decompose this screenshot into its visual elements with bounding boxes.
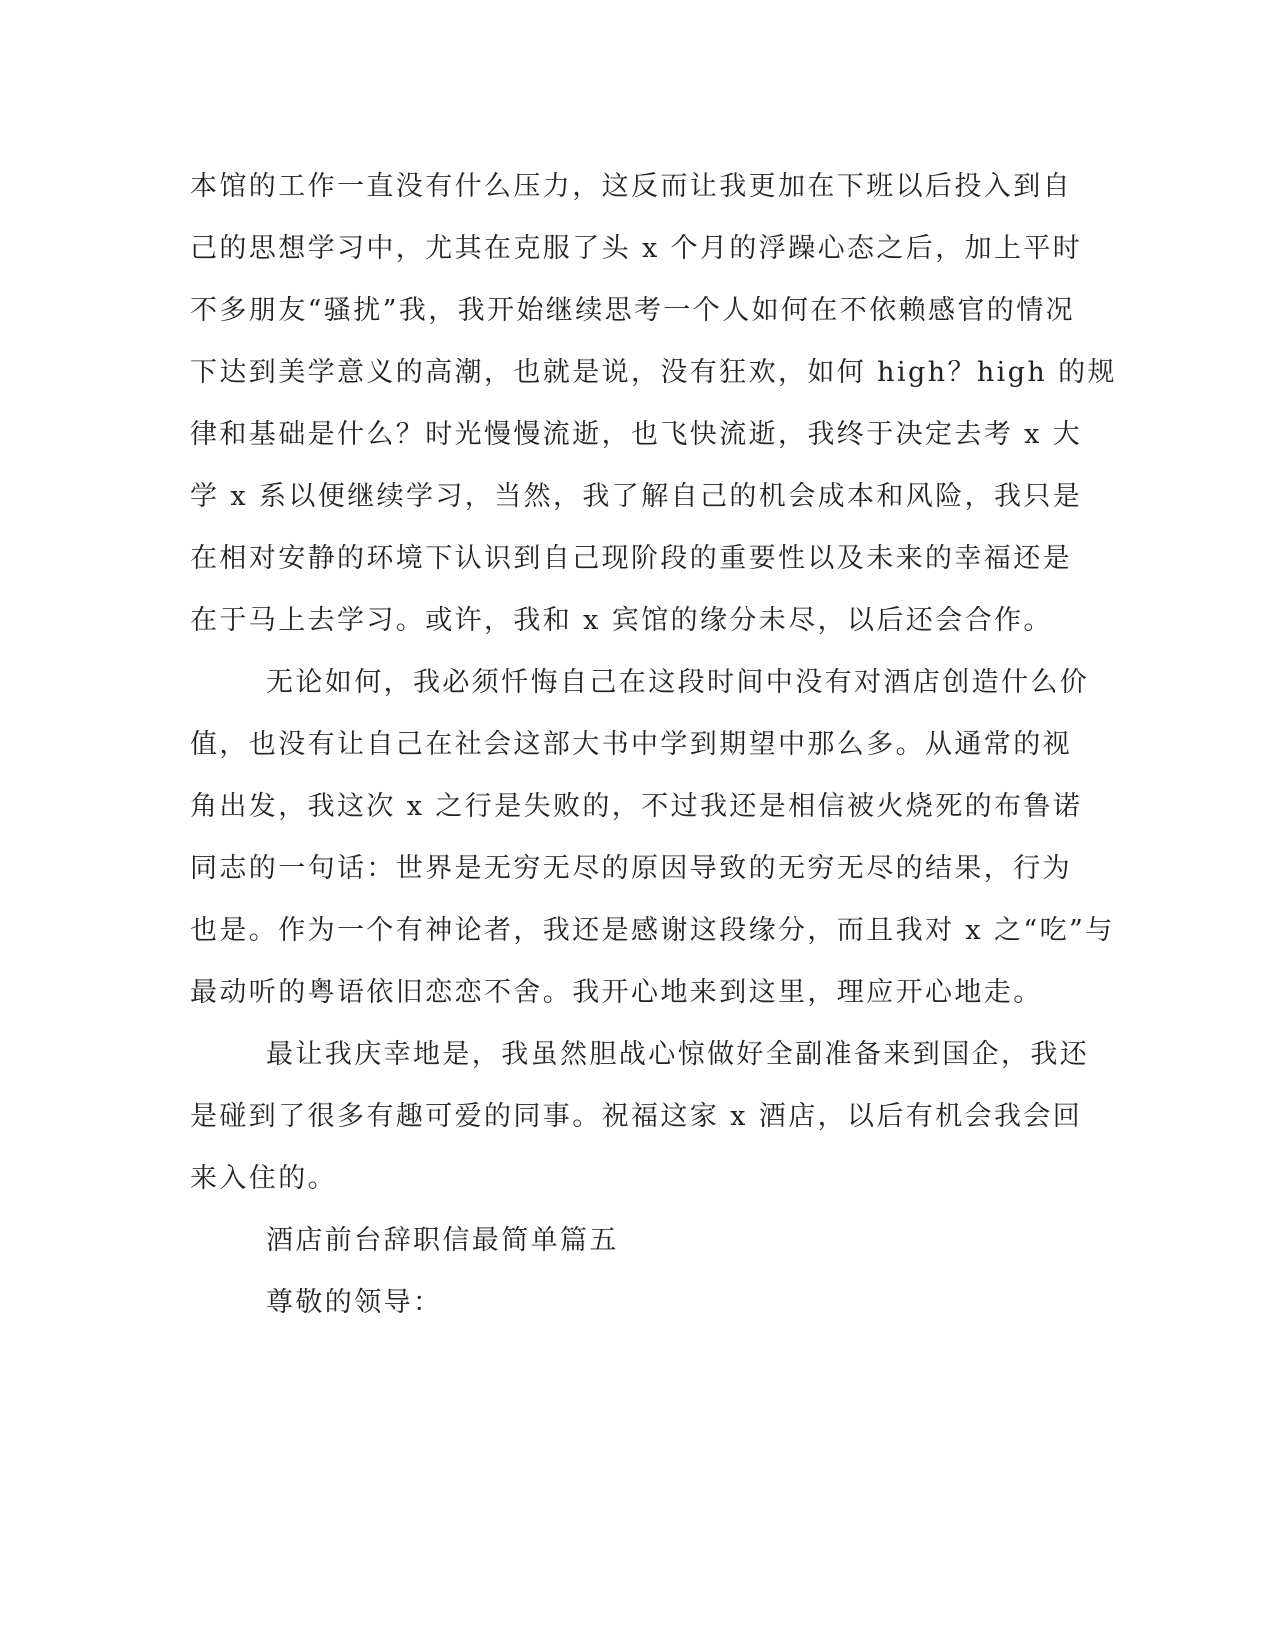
document-body — [190, 156, 1117, 1334]
text-line: 也是。作为一个有神论者，我还是感谢这段缘分，而且我对 x 之“吃”与 — [190, 915, 1115, 946]
text-line: 不多朋友“骚扰”我，我开始继续思考一个人如何在不依赖感官的情况 — [190, 295, 1076, 326]
text-line: 是碰到了很多有趣可爱的同事。祝福这家 x 酒店，以后有机会我会回 — [190, 1101, 1083, 1132]
section-heading — [190, 1210, 1080, 1272]
paragraph-2 — [190, 652, 1115, 1024]
heading-text: 酒店前台辞职信最简单篇五 — [266, 1225, 619, 1256]
paragraph-1 — [190, 156, 1117, 652]
text-line: 同志的一句话：世界是无穷无尽的原因导致的无穷无尽的结果，行为 — [190, 853, 1072, 884]
text-line: 值，也没有让自己在社会这部大书中学到期望中那么多。从通常的视 — [190, 729, 1072, 760]
text-line: 在相对安静的环境下认识到自己现阶段的重要性以及未来的幸福还是 — [190, 543, 1072, 574]
text-line: 己的思想学习中，尤其在克服了头 x 个月的浮躁心态之后，加上平时 — [190, 233, 1083, 264]
salutation-text: 尊敬的领导： — [266, 1287, 443, 1318]
text-line: 学 x 系以便继续学习，当然，我了解自己的机会成本和风险，我只是 — [190, 481, 1083, 512]
salutation — [190, 1272, 1080, 1334]
text-line: 最动听的粤语依旧恋恋不舍。我开心地来到这里，理应开心地走。 — [190, 977, 1043, 1008]
text-line: 律和基础是什么？时光慢慢流逝，也飞快流逝，我终于决定去考 x 大 — [190, 419, 1083, 450]
text-line: 来入住的。 — [190, 1163, 337, 1194]
text-line: 角出发，我这次 x 之行是失败的，不过我还是相信被火烧死的布鲁诺 — [190, 791, 1083, 822]
text-line: 下达到美学意义的高潮，也就是说，没有狂欢，如何 high？high 的规 — [190, 357, 1117, 388]
text-line: 无论如何，我必须忏悔自己在这段时间中没有对酒店创造什么价 — [266, 667, 1090, 698]
paragraph-3 — [190, 1024, 1090, 1210]
text-line: 最让我庆幸地是，我虽然胆战心惊做好全副准备来到国企，我还 — [266, 1039, 1090, 1070]
text-line: 在于马上去学习。或许，我和 x 宾馆的缘分未尽，以后还会合作。 — [190, 605, 1053, 636]
text-line: 本馆的工作一直没有什么压力，这反而让我更加在下班以后投入到自 — [190, 171, 1072, 202]
